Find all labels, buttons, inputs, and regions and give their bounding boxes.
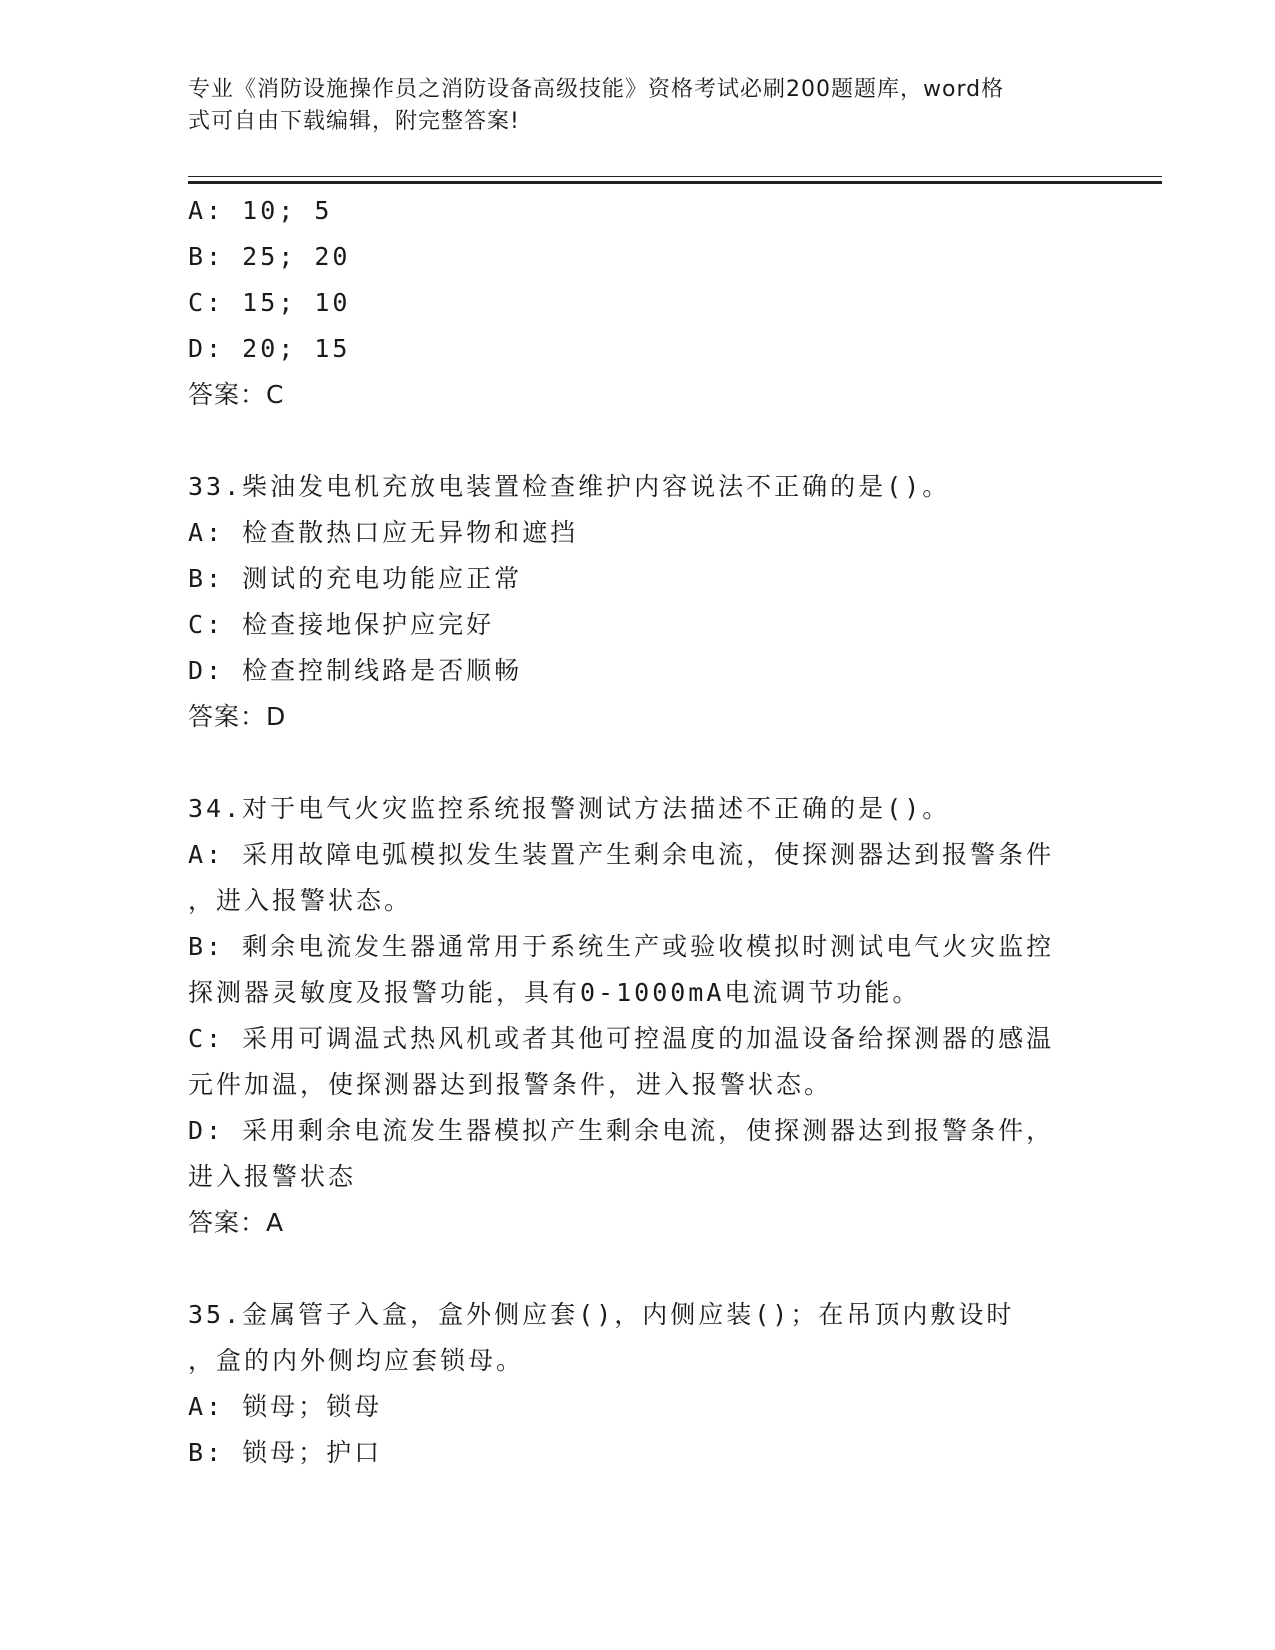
option-d: D: 检查控制线路是否顺畅 (188, 656, 523, 685)
question-block-32 (188, 188, 1088, 418)
answer-line: 答案：D (188, 702, 287, 731)
answer-line: 答案：C (188, 380, 285, 409)
header-line-1: 专业《消防设施操作员之消防设备高级技能》资格考试必刷200题题库，word格 (188, 77, 1005, 102)
option-c: C: 检查接地保护应完好 (188, 610, 495, 639)
header-rule-thick (188, 181, 1162, 184)
question-stem: 33.柴油发电机充放电装置检查维护内容说法不正确的是()。 (188, 472, 951, 501)
option-a: A: 锁母；锁母 (188, 1392, 383, 1421)
answer-line: 答案：A (188, 1208, 285, 1237)
header-line-2: 式可自由下载编辑，附完整答案! (188, 109, 520, 134)
spacer (188, 418, 1088, 464)
option-a: A: 采用故障电弧模拟发生装置产生剩余电流，使探测器达到报警条件 (188, 840, 1055, 869)
option-c-cont: 元件加温，使探测器达到报警条件，进入报警状态。 (188, 1070, 833, 1099)
spacer (188, 1246, 1088, 1292)
question-stem-cont: ，盒的内外侧均应套锁母。 (188, 1346, 525, 1375)
question-stem: 35.金属管子入盒，盒外侧应套()，内侧应装()；在吊顶内敷设时 (188, 1300, 1015, 1329)
spacer (188, 740, 1088, 786)
option-a: A: 10; 5 (188, 196, 333, 225)
option-b: B: 锁母；护口 (188, 1438, 383, 1467)
question-block-34 (188, 786, 1088, 1246)
option-d: D: 采用剩余电流发生器模拟产生剩余电流，使探测器达到报警条件， (188, 1116, 1055, 1145)
option-d-cont: 进入报警状态 (188, 1162, 357, 1191)
option-b: B: 25; 20 (188, 242, 351, 271)
header-rule-thin (188, 176, 1162, 177)
option-b-cont: 探测器灵敏度及报警功能，具有0-1000mA电流调节功能。 (188, 978, 921, 1007)
option-b: B: 测试的充电功能应正常 (188, 564, 523, 593)
option-d: D: 20; 15 (188, 334, 351, 363)
option-a-cont: ，进入报警状态。 (188, 886, 413, 915)
question-block-35 (188, 1292, 1088, 1476)
option-c: C: 15; 10 (188, 288, 351, 317)
option-b: B: 剩余电流发生器通常用于系统生产或验收模拟时测试电气火灾监控 (188, 932, 1055, 961)
option-a: A: 检查散热口应无异物和遮挡 (188, 518, 579, 547)
document-header (188, 74, 1068, 138)
question-list (188, 188, 1088, 1476)
question-block-33 (188, 464, 1088, 740)
question-stem: 34.对于电气火灾监控系统报警测试方法描述不正确的是()。 (188, 794, 951, 823)
option-c: C: 采用可调温式热风机或者其他可控温度的加温设备给探测器的感温 (188, 1024, 1055, 1053)
